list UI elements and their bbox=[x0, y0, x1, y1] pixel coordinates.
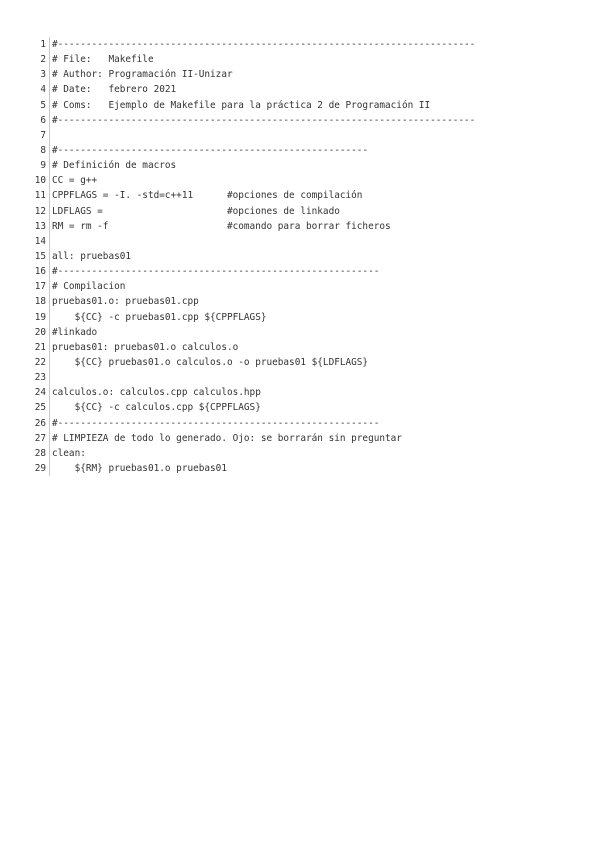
code-line bbox=[30, 158, 575, 173]
code-line bbox=[30, 52, 575, 67]
code-line bbox=[30, 82, 575, 97]
code-line bbox=[30, 385, 575, 400]
line-text: calculos.o: calculos.cpp calculos.hpp bbox=[52, 387, 261, 399]
line-number: 8 bbox=[30, 143, 50, 158]
line-text: # File: Makefile bbox=[52, 54, 154, 66]
code-listing bbox=[30, 37, 575, 476]
code-line bbox=[30, 143, 575, 158]
line-text bbox=[50, 128, 575, 143]
line-text: #-------------------------------------------------------------------------- bbox=[52, 114, 476, 126]
line-text: #------------------------------------------------------- bbox=[52, 144, 369, 156]
line-number: 23 bbox=[30, 370, 50, 385]
line-number: 11 bbox=[30, 188, 50, 203]
line-number: 16 bbox=[30, 264, 50, 279]
line-number: 28 bbox=[30, 446, 50, 461]
line-text: #--------------------------------------------------------- bbox=[52, 266, 380, 278]
code-line bbox=[30, 37, 575, 52]
code-line bbox=[30, 325, 575, 340]
line-number: 24 bbox=[30, 385, 50, 400]
line-number: 25 bbox=[30, 400, 50, 415]
line-number: 1 bbox=[30, 37, 50, 52]
code-line bbox=[30, 310, 575, 325]
line-number: 9 bbox=[30, 158, 50, 173]
line-text: ${CC} -c calculos.cpp ${CPPFLAGS} bbox=[52, 402, 261, 414]
code-line bbox=[30, 446, 575, 461]
line-text: CPPFLAGS = -I. -std=c++11 #opciones de compilación bbox=[52, 190, 363, 202]
code-line bbox=[30, 67, 575, 82]
line-text: # Compilacion bbox=[52, 281, 126, 293]
line-text: ${CC} pruebas01.o calculos.o -o pruebas01 ${LDFLAGS} bbox=[52, 356, 369, 368]
line-number: 13 bbox=[30, 219, 50, 234]
code-line bbox=[30, 431, 575, 446]
line-number: 7 bbox=[30, 128, 50, 143]
line-text: #--------------------------------------------------------- bbox=[52, 417, 380, 429]
code-line bbox=[30, 279, 575, 294]
code-line bbox=[30, 340, 575, 355]
line-text: #linkado bbox=[52, 326, 98, 338]
line-text: #-------------------------------------------------------------------------- bbox=[52, 39, 476, 50]
line-text: # Author: Programación II-Unizar bbox=[52, 69, 233, 81]
line-number: 22 bbox=[30, 355, 50, 370]
line-text: ${RM} pruebas01.o pruebas01 bbox=[52, 462, 227, 474]
line-number: 2 bbox=[30, 52, 50, 67]
line-number: 27 bbox=[30, 431, 50, 446]
line-text: ${CC} -c pruebas01.cpp ${CPPFLAGS} bbox=[52, 311, 267, 323]
code-line bbox=[30, 113, 575, 128]
line-number: 15 bbox=[30, 249, 50, 264]
line-text: LDFLAGS = #opciones de linkado bbox=[52, 205, 340, 217]
code-line bbox=[30, 249, 575, 264]
code-line bbox=[30, 128, 575, 143]
code-line bbox=[30, 461, 575, 476]
line-number: 5 bbox=[30, 98, 50, 113]
line-number: 18 bbox=[30, 294, 50, 309]
line-text: # Date: febrero 2021 bbox=[52, 84, 177, 96]
line-text: clean: bbox=[52, 447, 86, 459]
line-text: # LIMPIEZA de todo lo generado. Ojo: se borrarán sin preguntar bbox=[52, 432, 402, 444]
line-number: 21 bbox=[30, 340, 50, 355]
line-text: all: pruebas01 bbox=[52, 250, 132, 262]
code-line bbox=[30, 370, 575, 385]
line-number: 19 bbox=[30, 310, 50, 325]
line-number: 3 bbox=[30, 67, 50, 82]
line-number: 17 bbox=[30, 279, 50, 294]
line-number: 29 bbox=[30, 461, 50, 476]
line-text: # Coms: Ejemplo de Makefile para la práctica 2 de Programación II bbox=[52, 99, 431, 111]
code-line bbox=[30, 204, 575, 219]
line-text: RM = rm -f #comando para borrar ficheros bbox=[52, 220, 391, 232]
line-number: 10 bbox=[30, 173, 50, 188]
code-line bbox=[30, 234, 575, 249]
line-number: 6 bbox=[30, 113, 50, 128]
line-text: CC = g++ bbox=[52, 175, 98, 187]
line-number: 26 bbox=[30, 416, 50, 431]
line-text bbox=[50, 234, 575, 249]
line-number: 4 bbox=[30, 82, 50, 97]
code-line bbox=[30, 400, 575, 415]
code-line bbox=[30, 219, 575, 234]
code-line bbox=[30, 98, 575, 113]
code-line bbox=[30, 416, 575, 431]
line-number: 14 bbox=[30, 234, 50, 249]
line-number: 12 bbox=[30, 204, 50, 219]
code-line bbox=[30, 294, 575, 309]
line-text: pruebas01: pruebas01.o calculos.o bbox=[52, 341, 239, 353]
code-line bbox=[30, 264, 575, 279]
line-text: pruebas01.o: pruebas01.cpp bbox=[52, 296, 199, 308]
code-line bbox=[30, 173, 575, 188]
line-text: # Definición de macros bbox=[52, 160, 177, 172]
code-line bbox=[30, 355, 575, 370]
line-text bbox=[50, 370, 575, 385]
line-number: 20 bbox=[30, 325, 50, 340]
code-line bbox=[30, 188, 575, 203]
